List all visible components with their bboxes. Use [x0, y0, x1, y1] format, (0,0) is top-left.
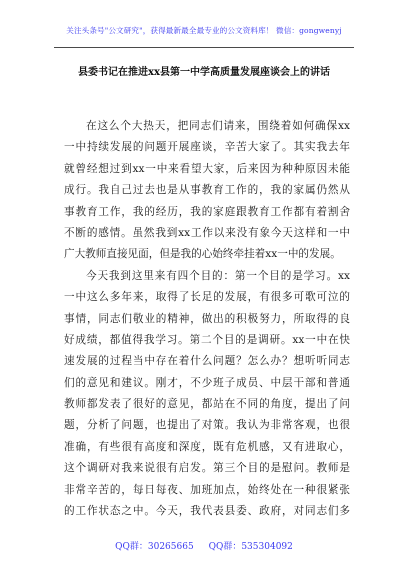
text-line: 事情，同志们敬业的精神，做出的积极努力，所取得的良 — [64, 312, 350, 325]
text-line: 准确，有些很有高度和深度，既有危机感，又有进取心， — [64, 440, 350, 453]
text-line: 事教育工作，我的经历，我的家庭跟教育工作都有着割舍 — [64, 205, 350, 218]
header-note: 关注头条号"公文研究"，获得最新最全最专业的公文资料库！ 微信：gongwenyj — [66, 26, 342, 35]
document-title: 县委书记在推进xx县第一中学高质量发展座谈会上的讲话 — [78, 67, 330, 78]
text-line: 教师都发表了很好的意见，都站在不同的角度，提出了问 — [64, 398, 350, 411]
text-line: 就曾经想过到xx一中来看望大家，后来因为种种原因未能 — [64, 162, 350, 175]
footer-qq-group-1: QQ群：30265665 — [115, 542, 194, 552]
text-line: 这个调研对我来说很有启发。第三个目的是慰问。教师是 — [64, 462, 350, 475]
text-line: 非常辛苦的，每日每夜、加班加点，始终处在一种很紧张 — [64, 483, 350, 496]
text-line: 在这么个大热天，把同志们请来，围绕着如何确保xx — [86, 120, 350, 132]
text-line: 广大教师直接见面，但是我的心始终牵挂着xx一中的发展。 — [64, 248, 341, 261]
header-divider — [54, 47, 354, 48]
paragraph-1 — [64, 116, 350, 266]
text-line: 们的意见和建议。刚才，不少班子成员、中层干部和普通 — [64, 376, 350, 389]
text-line: 一中这么多年来，取得了长足的发展，有很多可歌可泣的 — [64, 291, 350, 304]
paragraph-2 — [64, 266, 350, 523]
footer-contacts — [0, 539, 408, 552]
text-line: 不断的感情。虽然我到xx工作以来没有象今天这样和一中 — [64, 226, 350, 239]
footer-qq-group-2: QQ群：535304092 — [208, 542, 293, 552]
text-line: 题，分析了问题，也提出了对策。我认为非常客观，也很 — [64, 419, 350, 432]
text-line: 的工作状态之中。今天，我代表县委、政府，对同志们多 — [64, 505, 350, 518]
text-line: 好成绩，都值得我学习。第二个目的是调研。xx一中在快 — [64, 333, 350, 346]
text-line: 今天我到这里来有四个目的：第一个目的是学习。xx — [86, 269, 350, 282]
text-line: 速发展的过程当中存在着什么问题？怎么办？想听听同志 — [64, 355, 350, 368]
document-body — [64, 116, 350, 522]
text-line: 成行。我自己过去也是从事教育工作的，我的家属仍然从 — [64, 184, 350, 197]
text-line: 一中持续发展的问题开展座谈，辛苦大家了。其实我去年 — [64, 141, 350, 154]
